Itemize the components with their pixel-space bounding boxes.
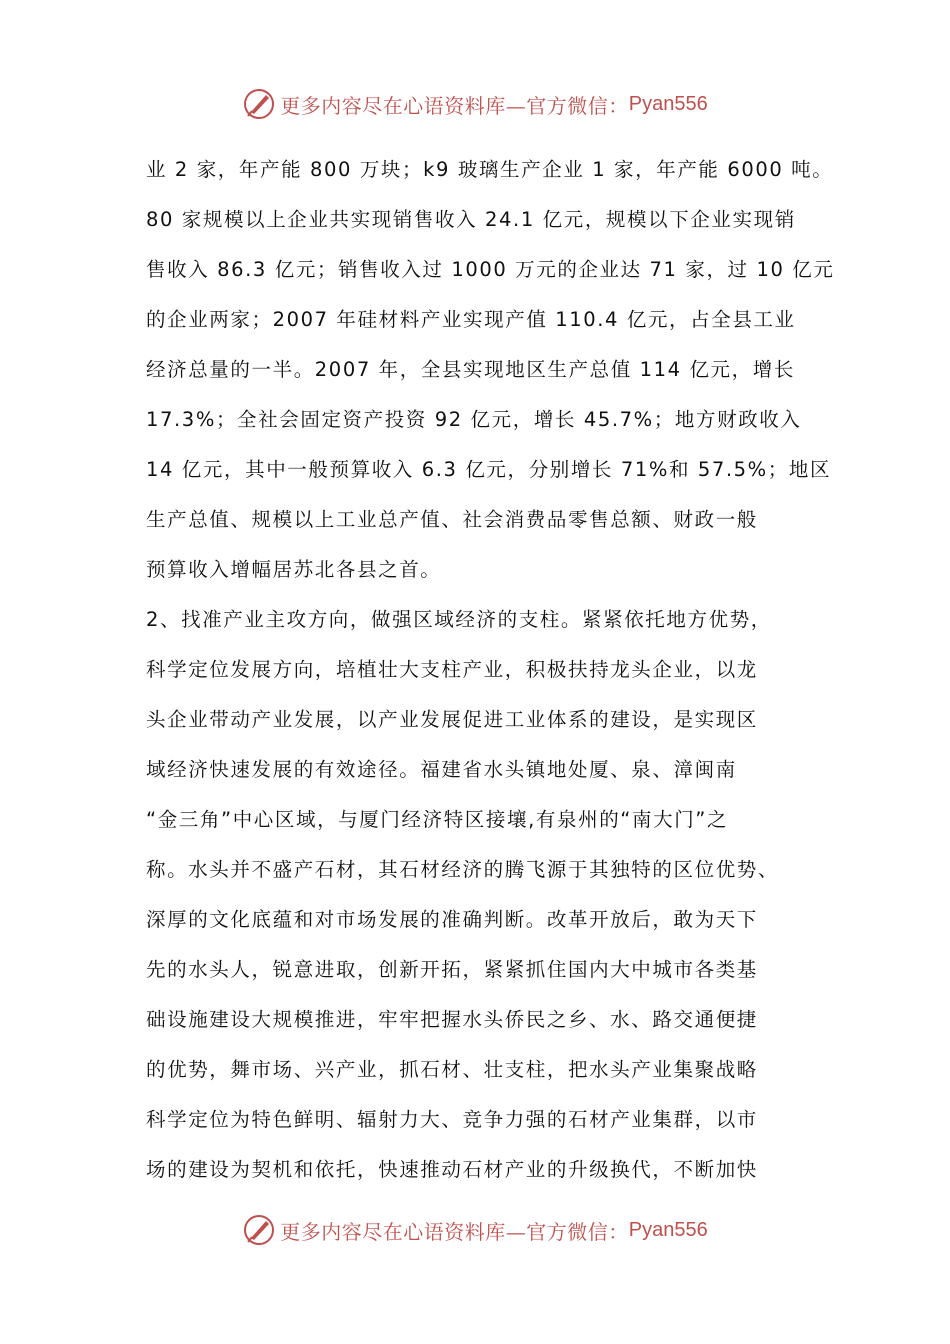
text-line: 生产总值、规模以上工业总产值、社会消费品零售总额、财政一般 bbox=[146, 508, 758, 531]
text-line: 业 2 家，年产能 800 万块；k9 玻璃生产企业 1 家，年产能 6000 吨。 bbox=[146, 158, 834, 181]
text-line: 预算收入增幅居苏北各县之首。 bbox=[146, 558, 442, 581]
document-body bbox=[146, 148, 835, 1198]
text-line: 的企业两家；2007 年硅材料产业实现产值 110.4 亿元，占全县工业 bbox=[146, 308, 796, 331]
text-line: 科学定位发展方向，培植壮大支柱产业，积极扶持龙头企业，以龙 bbox=[146, 658, 758, 681]
text-line: “金三角”中心区域，与厦门经济特区接壤,有泉州的“南大门”之 bbox=[146, 808, 729, 831]
header-watermark bbox=[0, 84, 950, 124]
watermark-text: 更多内容尽在心语资料库—官方微信： bbox=[280, 93, 629, 118]
text-line: 14 亿元，其中一般预算收入 6.3 亿元，分别增长 71%和 57.5%；地区 bbox=[146, 458, 832, 481]
text-line: 经济总量的一半。2007 年，全县实现地区生产总值 114 亿元，增长 bbox=[146, 358, 795, 381]
text-line: 的优势，舞市场、兴产业，抓石材、壮支柱，把水头产业集聚战略 bbox=[146, 1058, 758, 1081]
text-line: 场的建设为契机和依托，快速推动石材产业的升级换代，不断加快 bbox=[146, 1158, 758, 1181]
text-line: 80 家规模以上企业共实现销售收入 24.1 亿元，规模以下企业实现销 bbox=[146, 208, 796, 231]
text-line: 科学定位为特色鲜明、辐射力大、竞争力强的石材产业集群，以市 bbox=[146, 1108, 758, 1131]
text-line: 称。水头并不盛产石材，其石材经济的腾飞源于其独特的区位优势、 bbox=[146, 858, 780, 881]
quill-logo-icon bbox=[242, 1213, 276, 1247]
text-line: 先的水头人，锐意进取，创新开拓，紧紧抓住国内大中城市各类基 bbox=[146, 958, 758, 981]
text-line: 域经济快速发展的有效途径。福建省水头镇地处厦、泉、漳闽南 bbox=[146, 758, 737, 781]
wechat-id: Pyan556 bbox=[628, 92, 708, 115]
footer-watermark bbox=[0, 1210, 950, 1250]
text-line: 17.3%；全社会固定资产投资 92 亿元，增长 45.7%；地方财政收入 bbox=[146, 408, 802, 431]
text-line: 头企业带动产业发展，以产业发展促进工业体系的建设，是实现区 bbox=[146, 708, 758, 731]
quill-logo-icon bbox=[242, 87, 276, 121]
text-line: 2、找准产业主攻方向，做强区域经济的支柱。紧紧依托地方优势， bbox=[146, 608, 772, 631]
wechat-id: Pyan556 bbox=[628, 1218, 708, 1241]
text-line: 深厚的文化底蕴和对市场发展的准确判断。改革开放后，敢为天下 bbox=[146, 908, 758, 931]
watermark-text: 更多内容尽在心语资料库—官方微信： bbox=[280, 1219, 629, 1244]
text-line: 础设施建设大规模推进，牢牢把握水头侨民之乡、水、路交通便捷 bbox=[146, 1008, 758, 1031]
text-line: 售收入 86.3 亿元；销售收入过 1000 万元的企业达 71 家，过 10 亿元 bbox=[146, 258, 835, 281]
